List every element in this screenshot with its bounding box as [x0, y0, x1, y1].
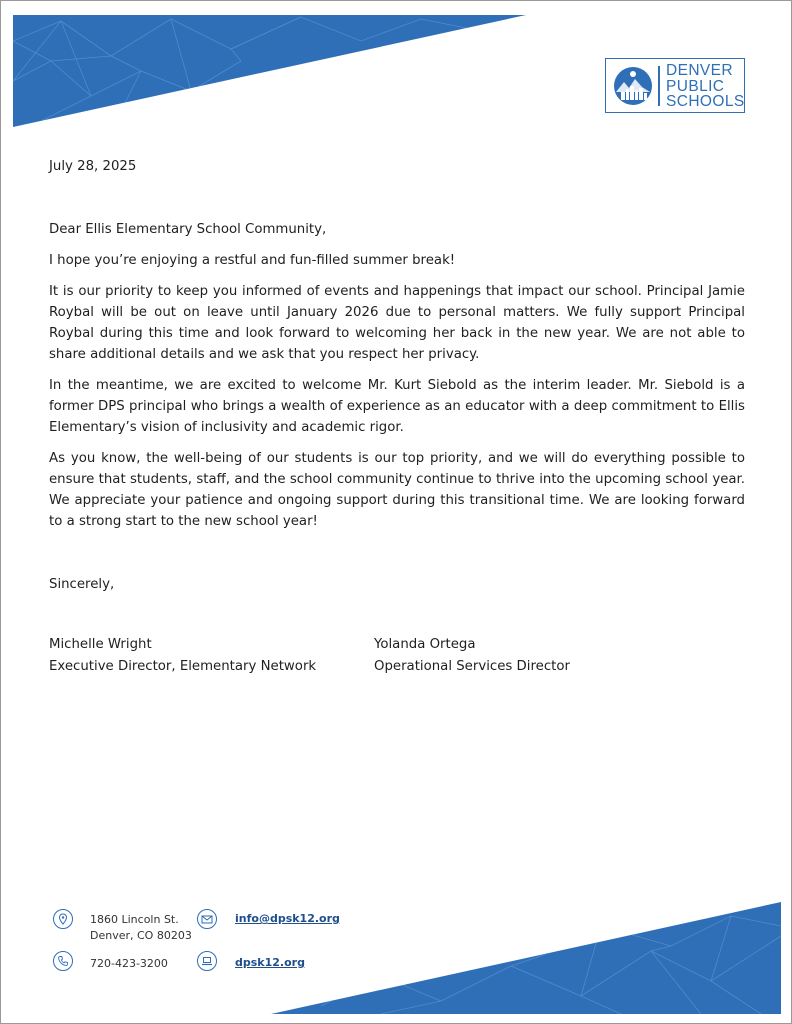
signatory-name: Yolanda Ortega [374, 637, 476, 652]
city-skyline-icon [612, 65, 654, 107]
letter-salutation: Dear Ellis Elementary School Community, [49, 222, 327, 237]
address-line-1: 1860 Lincoln St. [90, 913, 179, 926]
logo-line-3: SCHOOLS [666, 93, 745, 110]
address-line-2: Denver, CO 80203 [90, 929, 192, 942]
letter-date: July 28, 2025 [49, 159, 137, 174]
letter-paragraph: In the meantime, we are excited to welcome Mr. Kurt Siebold as the interim leader. Mr. Siebold is a former DPS principal who brings a wealth of experience as an educator with a deep commitment to Ellis Elementary’s vision of inclusivity and academic rigor. [49, 378, 745, 435]
location-icon [53, 909, 73, 929]
logo-divider [658, 66, 660, 106]
mail-icon [197, 909, 217, 929]
bottom-banner [261, 896, 791, 1023]
website-link[interactable]: dpsk12.org [235, 956, 305, 969]
footer-phone: 720-423-3200 [90, 957, 168, 970]
signature-block-1 [49, 634, 316, 678]
logo-line-2: PUBLIC [666, 77, 725, 95]
letter-closing: Sincerely, [49, 577, 115, 592]
signature-block-2 [374, 634, 570, 678]
footer-address [90, 912, 192, 944]
signatory-title: Executive Director, Elementary Network [49, 659, 317, 674]
email-link[interactable]: info@dpsk12.org [235, 912, 340, 925]
logo-wordmark [666, 63, 745, 110]
letter-paragraph: As you know, the well-being of our students is our top priority, and we will do everything possible to ensure that students, staff, and the school community continue to thrive into the upcoming school year. We appreciate your patience and ongoing support during this transitional time. We are looking forward to a strong start to the new school year! [49, 451, 745, 529]
dps-logo [605, 58, 745, 113]
logo-line-1: DENVER [666, 62, 733, 79]
letter-paragraph: I hope you’re enjoying a restful and fun-filled summer break! [49, 253, 456, 268]
top-banner [1, 1, 531, 131]
phone-icon [53, 951, 73, 971]
letter-paragraph: It is our priority to keep you informed of events and happenings that impact our school. Principal Jamie Roybal will be out on leave until January 2026 due to personal matters. We fully support Principal Roybal during this time and look forward to welcoming her back in the new year. We are not able to share additional details and we ask that you respect her privacy. [49, 284, 745, 362]
signatory-name: Michelle Wright [49, 637, 152, 652]
laptop-icon [197, 951, 217, 971]
signatory-title: Operational Services Director [374, 659, 570, 674]
